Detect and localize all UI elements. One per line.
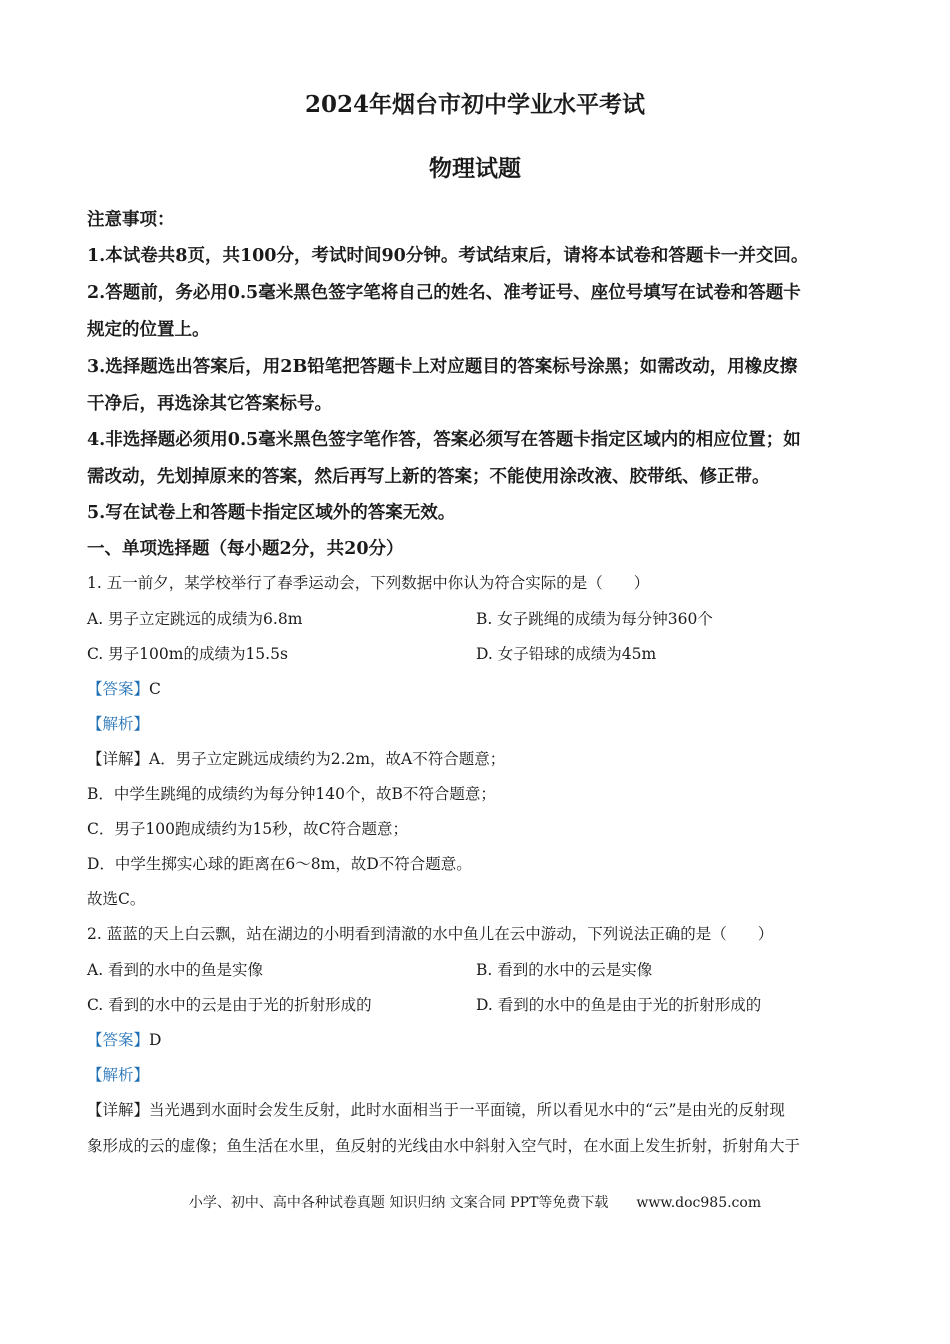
detail-line: D．中学生掷实心球的距离在6～8m，故D不符合题意。 xyxy=(87,855,472,873)
notice-heading: 注意事项： xyxy=(87,210,175,230)
notice-item: 5.写在试卷上和答题卡指定区域外的答案无效。 xyxy=(87,503,456,523)
detail-text: A．男子立定跳远成绩约为2.2m，故A不符合题意； xyxy=(149,750,506,768)
detail-tag: 【详解】 xyxy=(87,1101,150,1119)
option-b: B. 看到的水中的云是实像 xyxy=(476,961,653,979)
notice-item: 4.非选择题必须用0.5毫米黑色签字笔作答，答案必须写在答题卡指定区域内的相应位置；如 xyxy=(87,430,801,450)
exam-subtitle: 物理试题 xyxy=(429,155,521,182)
notice-item: 规定的位置上。 xyxy=(87,320,210,340)
exam-title: 2024年烟台市初中学业水平考试 xyxy=(304,91,645,118)
option-c: C. 男子100m的成绩为15.5s xyxy=(87,645,288,663)
detail-line xyxy=(87,747,862,769)
answer-line xyxy=(87,1028,862,1050)
notice-item: 干净后，再选涂其它答案标号。 xyxy=(87,394,332,414)
answer-tag: 【答案】 xyxy=(87,680,150,698)
notice-item: 1.本试卷共8页，共100分，考试时间90分钟。考试结束后，请将本试卷和答题卡一并交回。 xyxy=(87,246,809,266)
answer-line xyxy=(87,677,862,699)
analysis-line xyxy=(87,1063,862,1085)
question-stem: 1. 五一前夕，某学校举行了春季运动会，下列数据中你认为符合实际的是（ ） xyxy=(87,574,650,592)
detail-tag: 【详解】 xyxy=(87,750,150,768)
option-d: D. 女子铅球的成绩为45m xyxy=(476,645,657,663)
analysis-tag: 【解析】 xyxy=(87,1066,150,1084)
option-c: C. 看到的水中的云是由于光的折射形成的 xyxy=(87,996,372,1014)
page-footer: 小学、初中、高中各种试卷真题 知识归纳 文案合同 PPT等免费下载 www.doc985.com xyxy=(188,1195,762,1211)
answer-value: C xyxy=(149,680,161,698)
detail-line: B．中学生跳绳的成绩约为每分钟140个，故B不符合题意； xyxy=(87,785,496,803)
answer-value: D xyxy=(149,1031,162,1049)
notice-item: 2.答题前，务必用0.5毫米黑色签字笔将自己的姓名、准考证号、座位号填写在试卷和答题卡 xyxy=(87,283,801,303)
option-b: B. 女子跳绳的成绩为每分钟360个 xyxy=(476,610,713,628)
detail-text: 当光遇到水面时会发生反射，此时水面相当于一平面镜，所以看见水中的“云”是由光的反射现 xyxy=(149,1101,785,1119)
detail-line: 故选C。 xyxy=(87,890,146,908)
option-d: D. 看到的水中的鱼是由于光的折射形成的 xyxy=(476,996,762,1014)
analysis-line xyxy=(87,712,862,734)
option-a: A. 男子立定跳远的成绩为6.8m xyxy=(87,610,303,628)
notice-item: 3.选择题选出答案后，用2B铅笔把答题卡上对应题目的答案标号涂黑；如需改动，用橡皮擦 xyxy=(87,357,798,377)
answer-tag: 【答案】 xyxy=(87,1031,150,1049)
analysis-tag: 【解析】 xyxy=(87,715,150,733)
detail-line: C．男子100跑成绩约为15秒，故C符合题意； xyxy=(87,820,409,838)
question-stem: 2. 蓝蓝的天上白云飘，站在湖边的小明看到清澈的水中鱼儿在云中游动，下列说法正确的是（ ） xyxy=(87,925,774,943)
option-a: A. 看到的水中的鱼是实像 xyxy=(87,961,264,979)
detail-line: 象形成的云的虚像；鱼生活在水里，鱼反射的光线由水中斜射入空气时，在水面上发生折射，折射角大于 xyxy=(87,1137,801,1155)
section-heading: 一、单项选择题（每小题2分，共20分） xyxy=(87,539,404,559)
notice-item: 需改动，先划掉原来的答案，然后再写上新的答案；不能使用涂改液、胶带纸、修正带。 xyxy=(87,467,770,487)
detail-line xyxy=(87,1098,862,1120)
